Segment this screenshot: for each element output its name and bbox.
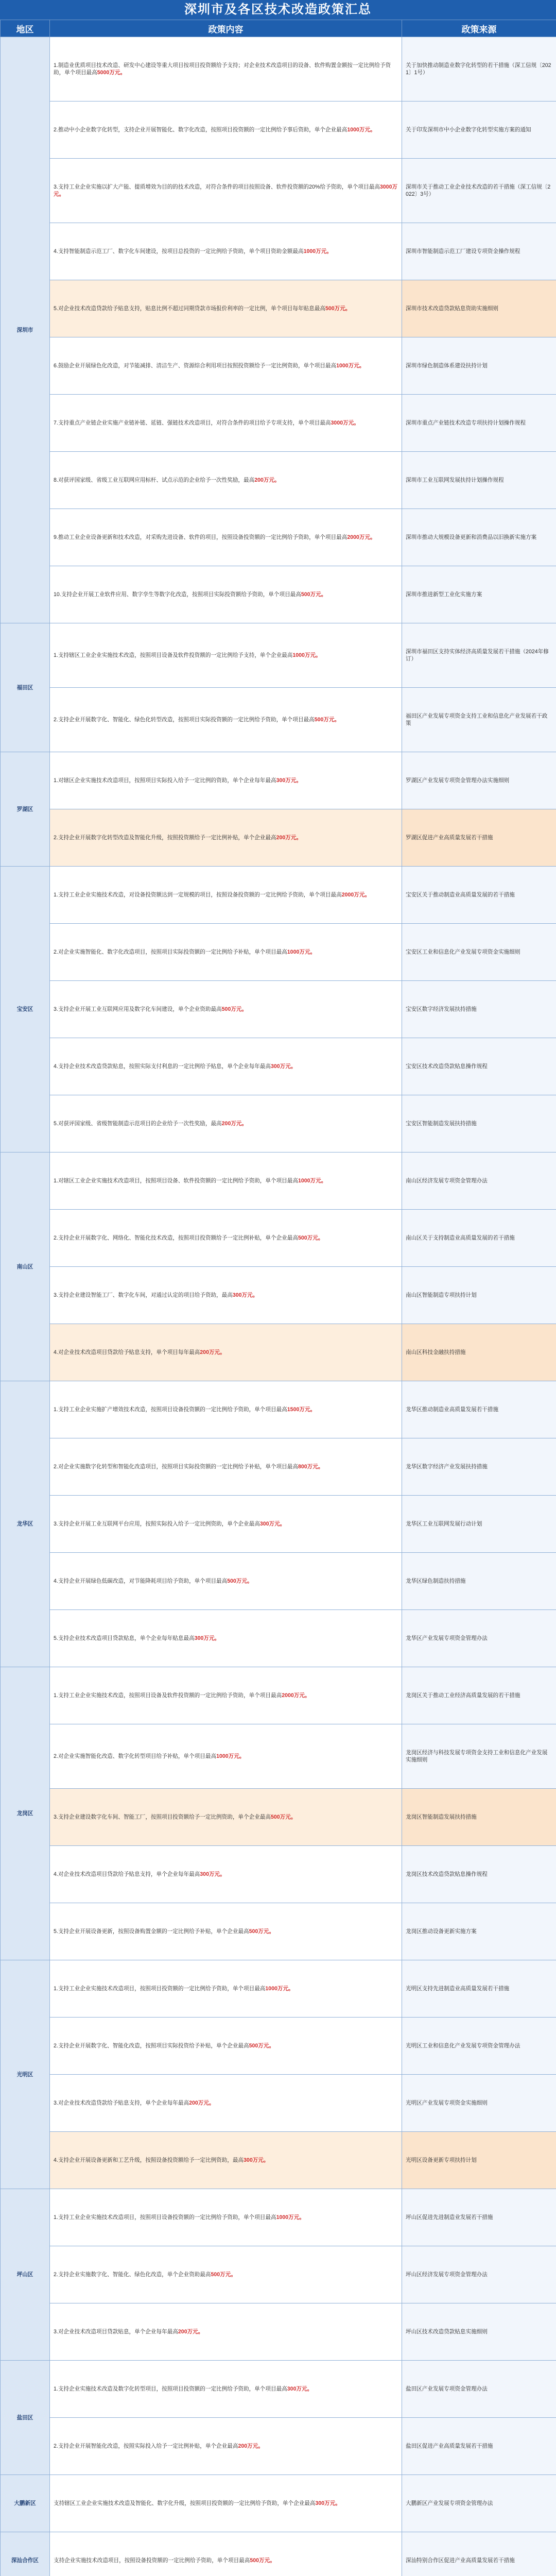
policy-table bbox=[0, 20, 556, 2576]
source-cell: 龙华区推动制造业高质量发展若干措施 bbox=[402, 1381, 556, 1438]
funding-amount: 300万元。 bbox=[259, 1521, 286, 1527]
source-cell: 罗湖区产业发展专项资金管理办法实施细则 bbox=[402, 752, 556, 809]
funding-amount: 1000万元。 bbox=[303, 248, 332, 255]
table-row bbox=[1, 1496, 556, 1553]
content-cell bbox=[50, 2132, 402, 2189]
source-cell: 盐田区产业发展专项资金管理办法 bbox=[402, 2361, 556, 2418]
funding-amount: 800万元。 bbox=[298, 1464, 324, 1470]
content-cell bbox=[50, 981, 402, 1038]
funding-amount: 300万元。 bbox=[244, 2157, 269, 2163]
content-cell bbox=[50, 1846, 402, 1903]
funding-amount: 1000万元。 bbox=[292, 652, 321, 658]
area-cell: 大鹏新区 bbox=[1, 2475, 50, 2532]
policy-text: 3.支持企业建设数字化车间、智能工厂，按照项目投资额给予一定比例资助，单个企业最高 bbox=[54, 1814, 271, 1820]
funding-amount: 3000万元。 bbox=[54, 184, 398, 197]
source-cell: 深圳市推动大规模设备更新和消费品以旧换新实施方案 bbox=[402, 509, 556, 566]
policy-text: 8.对获评国家级、省级工业互联网应用标杆、试点示范的企业给予一次性奖励，最高 bbox=[54, 477, 255, 483]
funding-amount: 500万元。 bbox=[211, 2272, 236, 2278]
funding-amount: 3000万元。 bbox=[331, 420, 359, 426]
content-cell bbox=[50, 1095, 402, 1153]
source-cell: 深圳市绿色制造体系建设扶持计划 bbox=[402, 337, 556, 395]
policy-text: 3.支持工业企业实施以扩大产能、提质增效为目的的技术改造，对符合条件的项目按照设备、软件投资额的20%给予资助，单个项目最高 bbox=[54, 184, 380, 190]
source-cell: 深圳市工业互联网发展扶持计划操作规程 bbox=[402, 452, 556, 509]
source-cell: 南山区科技金融扶持措施 bbox=[402, 1324, 556, 1381]
policy-text: 3.支持企业开展工业互联网平台应用，按照实际投入给予一定比例资助，单个企业最高 bbox=[54, 1521, 260, 1527]
policy-text: 5.支持企业技术改造项目贷款贴息，单个企业每年贴息最高 bbox=[54, 1635, 195, 1641]
content-cell bbox=[50, 566, 402, 623]
funding-amount: 500万元。 bbox=[325, 306, 351, 312]
policy-text: 3.支持企业开展工业互联网应用及数字化车间建设，单个企业资助最高 bbox=[54, 1006, 222, 1012]
funding-amount: 200万元。 bbox=[178, 2329, 204, 2335]
source-cell: 龙岗区推动设备更新实施方案 bbox=[402, 1903, 556, 1960]
funding-amount: 200万元。 bbox=[276, 835, 302, 841]
policy-text: 4.支持企业开展绿色低碳改造，对节能降耗项目给予资助，单个项目最高 bbox=[54, 1578, 228, 1584]
area-cell: 罗湖区 bbox=[1, 752, 50, 867]
content-cell bbox=[50, 223, 402, 280]
policy-text: 7.支持重点产业链企业实施产业链补链、延链、强链技术改造项目，对符合条件的项目给予专项支持，单个项目最高 bbox=[54, 420, 331, 426]
policy-text: 5.支持企业开展设备更新，按照设备购置金额的一定比例给予补贴，单个企业最高 bbox=[54, 1928, 249, 1935]
funding-amount: 1000万元。 bbox=[216, 1753, 245, 1759]
table-row bbox=[1, 1960, 556, 2018]
source-cell: 宝安区技术改造贷款贴息操作规程 bbox=[402, 1038, 556, 1095]
funding-amount: 500万元。 bbox=[301, 591, 327, 598]
source-cell: 光明区产业发展专项资金实施细则 bbox=[402, 2075, 556, 2132]
funding-amount: 1000万元。 bbox=[265, 1986, 294, 1992]
table-row bbox=[1, 395, 556, 452]
policy-text: 1.对辖区企业实施技术改造项目，按照项目实际投入给予一定比例的资助，单个企业每年最高 bbox=[54, 777, 276, 784]
source-cell: 深圳市智能制造示范工厂建设专项资金操作规程 bbox=[402, 223, 556, 280]
table-row bbox=[1, 1846, 556, 1903]
source-cell: 龙岗区智能制造发展扶持措施 bbox=[402, 1789, 556, 1846]
source-cell: 深圳市关于推动工业企业技术改造的若干措施（深工信规〔2022〕3号） bbox=[402, 159, 556, 223]
table-row bbox=[1, 1153, 556, 1210]
table-row bbox=[1, 1610, 556, 1667]
content-cell bbox=[50, 280, 402, 337]
table-row bbox=[1, 2075, 556, 2132]
source-cell: 龙华区产业发展专项资金管理办法 bbox=[402, 1610, 556, 1667]
table-row bbox=[1, 159, 556, 223]
source-cell: 坪山区经济发展专项资金管理办法 bbox=[402, 2246, 556, 2303]
policy-text: 2.支持企业开展数字化、智能化、绿色化转型改造，按照项目实际投资额的一定比例给予资助，单个项目最高 bbox=[54, 717, 315, 723]
content-cell bbox=[50, 623, 402, 688]
content-cell bbox=[50, 2075, 402, 2132]
content-cell bbox=[50, 809, 402, 867]
source-cell: 光明区支持先进制造业高质量发展若干措施 bbox=[402, 1960, 556, 2018]
policy-text: 支持企业实施技术改造项目，按照设备投资额的一定比例给予资助，单个项目最高 bbox=[54, 2557, 250, 2564]
source-cell: 关于加快推动制造业数字化转型的若干措施（深工信规〔2021〕1号） bbox=[402, 37, 556, 101]
content-cell bbox=[50, 2018, 402, 2075]
table-row bbox=[1, 2532, 556, 2576]
funding-amount: 1000万元。 bbox=[347, 127, 376, 133]
content-cell bbox=[50, 1038, 402, 1095]
area-cell: 深汕合作区 bbox=[1, 2532, 50, 2576]
policy-text: 2.支持企业开展数字化、网络化、智能化技术改造，按照项目投资额给予一定比例补贴，单个企业最高 bbox=[54, 1235, 298, 1241]
funding-amount: 500万元。 bbox=[249, 1928, 275, 1935]
source-cell: 光明区工业和信息化产业发展专项资金管理办法 bbox=[402, 2018, 556, 2075]
funding-amount: 500万元。 bbox=[250, 2557, 275, 2564]
area-cell: 福田区 bbox=[1, 623, 50, 752]
funding-amount: 1000万元。 bbox=[287, 949, 316, 955]
source-cell: 盐田区促进产业高质量发展若干措施 bbox=[402, 2418, 556, 2475]
source-cell: 关于印发深圳市中小企业数字化转型实施方案的通知 bbox=[402, 101, 556, 159]
content-cell bbox=[50, 1903, 402, 1960]
policy-text: 2.支持企业开展智能化改造，按照实际投入给予一定比例补贴，单个企业最高 bbox=[54, 2443, 238, 2449]
source-cell: 深圳市福田区支持实体经济高质量发展若干措施（2024年修订） bbox=[402, 623, 556, 688]
source-cell: 南山区关于支持制造业高质量发展的若干措施 bbox=[402, 1210, 556, 1267]
policy-text: 1.支持工业企业实施技术改造，按照项目设备及软件投资额的一定比例给予资助，单个项目最高 bbox=[54, 1692, 282, 1699]
policy-text: 3.对企业技术改造贷款给予贴息支持，单个企业每年最高 bbox=[54, 2100, 189, 2106]
source-cell: 南山区经济发展专项资金管理办法 bbox=[402, 1153, 556, 1210]
table-row bbox=[1, 101, 556, 159]
table-row bbox=[1, 688, 556, 752]
content-cell bbox=[50, 924, 402, 981]
policy-text: 1.制造业优质项目技术改造、研发中心建设等重大项目按项目投资额给予支持；对企业技术改造项目的设备、软件购置金额按一定比例给予资助，单个项目最高 bbox=[54, 62, 391, 76]
table-row bbox=[1, 2418, 556, 2475]
source-cell: 大鹏新区产业发展专项资金管理办法 bbox=[402, 2475, 556, 2532]
funding-amount: 200万元。 bbox=[189, 2100, 215, 2106]
header-source: 政策来源 bbox=[402, 20, 556, 37]
source-cell: 龙岗区关于推动工业经济高质量发展的若干措施 bbox=[402, 1667, 556, 1724]
source-cell: 深圳市重点产业链技术改造专项扶持计划操作规程 bbox=[402, 395, 556, 452]
funding-amount: 1500万元。 bbox=[287, 1406, 316, 1413]
policy-text: 支持辖区工业企业实施技术改造及智能化、数字化升级，按照项目投资额的一定比例给予资助，单个企业最高 bbox=[54, 2500, 316, 2506]
policy-text: 1.对辖区工业企业实施技术改造项目，按照项目设备、软件投资额的一定比例给予资助，单个项目最高 bbox=[54, 1178, 298, 1184]
content-cell bbox=[50, 752, 402, 809]
policy-text: 1.支持工业企业实施技术改造项目，按照项目设备投资额的一定比例给予资助，单个项目最高 bbox=[54, 2214, 276, 2221]
table-row bbox=[1, 280, 556, 337]
area-cell: 宝安区 bbox=[1, 867, 50, 1153]
source-cell: 龙华区工业互联网发展行动计划 bbox=[402, 1496, 556, 1553]
policy-text: 1.支持企业实施技术改造及数字化转型项目，按照项目投资额的一定比例给予资助，单个项目最高 bbox=[54, 2386, 287, 2392]
funding-amount: 300万元。 bbox=[315, 2500, 341, 2506]
area-cell: 南山区 bbox=[1, 1153, 50, 1381]
funding-amount: 300万元。 bbox=[200, 1871, 225, 1877]
source-cell: 深圳市技术改造贷款贴息资助实施细则 bbox=[402, 280, 556, 337]
source-cell: 龙华区绿色制造扶持措施 bbox=[402, 1553, 556, 1610]
content-cell bbox=[50, 1153, 402, 1210]
content-cell bbox=[50, 688, 402, 752]
policy-text: 4.支持企业技术改造贷款贴息，按照实际支付利息的一定比例给予贴息，单个企业每年最高 bbox=[54, 1063, 271, 1070]
header-area: 地区 bbox=[1, 20, 50, 37]
content-cell bbox=[50, 101, 402, 159]
source-cell: 深圳市推进新型工业化实施方案 bbox=[402, 566, 556, 623]
content-cell bbox=[50, 1210, 402, 1267]
policy-text: 4.支持企业开展设备更新和工艺升级，按照设备投资额给予一定比例资助，最高 bbox=[54, 2157, 244, 2163]
funding-amount: 1000万元。 bbox=[336, 363, 365, 369]
policy-text: 1.支持工业企业实施技术改造项目，按照项目投资额的一定比例给予资助，单个项目最高 bbox=[54, 1986, 266, 1992]
source-cell: 坪山区技术改造贷款贴息实施细则 bbox=[402, 2303, 556, 2361]
funding-amount: 300万元。 bbox=[287, 2386, 313, 2392]
content-cell bbox=[50, 1324, 402, 1381]
policy-text: 5.对获评国家级、省级智能制造示范项目的企业给予一次性奖励，最高 bbox=[54, 1121, 222, 1127]
funding-amount: 5000万元。 bbox=[97, 70, 126, 76]
table-row bbox=[1, 1381, 556, 1438]
content-cell bbox=[50, 37, 402, 101]
content-cell bbox=[50, 337, 402, 395]
table-row bbox=[1, 1324, 556, 1381]
policy-text: 10.支持企业开展工业软件应用、数字孪生等数字化改造，按照项目实际投资额给予资助，单个项目最高 bbox=[54, 591, 301, 598]
funding-amount: 500万元。 bbox=[227, 1578, 253, 1584]
table-row bbox=[1, 1438, 556, 1496]
source-cell: 宝安区数字经济发展扶持措施 bbox=[402, 981, 556, 1038]
policy-text: 9.推动工业企业设备更新和技术改造，对采购先进设备、软件的项目，按照设备投资额的一定比例给予资助，单个项目最高 bbox=[54, 534, 348, 540]
table-row bbox=[1, 2303, 556, 2361]
funding-amount: 500万元。 bbox=[314, 717, 340, 723]
table-row bbox=[1, 752, 556, 809]
policy-text: 4.对企业技术改造项目贷款给予贴息支持，单个项目每年最高 bbox=[54, 1349, 200, 1355]
funding-amount: 1000万元。 bbox=[276, 2214, 305, 2221]
table-row bbox=[1, 1553, 556, 1610]
funding-amount: 2000万元。 bbox=[282, 1692, 310, 1699]
policy-text: 4.对企业技术改造项目贷款给予贴息支持，单个企业每年最高 bbox=[54, 1871, 200, 1877]
policy-text: 3.支持企业建设智能工厂、数字化车间，对通过认定的项目给予资助，最高 bbox=[54, 1292, 233, 1298]
funding-amount: 2000万元。 bbox=[341, 892, 371, 898]
area-cell: 坪山区 bbox=[1, 2189, 50, 2361]
funding-amount: 300万元。 bbox=[232, 1292, 258, 1298]
funding-amount: 500万元。 bbox=[221, 1006, 248, 1012]
funding-amount: 500万元。 bbox=[249, 2043, 275, 2049]
table-row bbox=[1, 509, 556, 566]
table-row bbox=[1, 1789, 556, 1846]
policy-text: 1.支持辖区工业企业实施技术改造，按照项目设备及软件投资额的一定比例给予支持，单个企业最高 bbox=[54, 652, 293, 658]
policy-text: 2.支持企业开展数字化、智能化改造，按照项目实际投资给予补贴，单个企业最高 bbox=[54, 2043, 249, 2049]
policy-text: 2.推动中小企业数字化转型，支持企业开展智能化、数字化改造，按照项目投资额的一定比例给予事后资助，单个企业最高 bbox=[54, 127, 348, 133]
table-row bbox=[1, 2018, 556, 2075]
table-header-row bbox=[1, 20, 556, 37]
table-row bbox=[1, 1724, 556, 1789]
table-row bbox=[1, 2475, 556, 2532]
area-cell: 龙岗区 bbox=[1, 1667, 50, 1960]
table-row bbox=[1, 1210, 556, 1267]
policy-text: 2.支持企业实施数字化、智能化、绿色化改造，单个企业资助最高 bbox=[54, 2272, 211, 2278]
source-cell: 罗湖区促进产业高质量发展若干措施 bbox=[402, 809, 556, 867]
page-title: 深圳市及各区技术改造政策汇总 bbox=[0, 0, 556, 20]
policy-text: 1.支持工业企业实施技术改造，对设备投资额达到一定规模的项目，按照设备投资额的一定比例给予资助，单个项目最高 bbox=[54, 892, 342, 898]
area-cell: 盐田区 bbox=[1, 2361, 50, 2475]
table-row bbox=[1, 1038, 556, 1095]
table-row bbox=[1, 2246, 556, 2303]
source-cell: 宝安区工业和信息化产业发展专项资金实施细则 bbox=[402, 924, 556, 981]
source-cell: 龙华区数字经济产业发展扶持措施 bbox=[402, 1438, 556, 1496]
source-cell: 坪山区促进先进制造业发展若干措施 bbox=[402, 2189, 556, 2246]
funding-amount: 2000万元。 bbox=[347, 534, 376, 540]
funding-amount: 200万元。 bbox=[238, 2443, 264, 2449]
content-cell bbox=[50, 2532, 402, 2576]
source-cell: 深汕特别合作区促进产业高质量发展若干措施 bbox=[402, 2532, 556, 2576]
funding-amount: 300万元。 bbox=[276, 777, 302, 784]
area-cell: 光明区 bbox=[1, 1960, 50, 2189]
policy-text: 5.对企业技术改造贷款给予贴息支持，贴息比例不超过同期贷款市场报价利率的一定比例，单个项目每年贴息最高 bbox=[54, 306, 325, 312]
policy-text: 6.鼓励企业开展绿色化改造，对节能减排、清洁生产、资源综合利用项目按照投资额给予一定比例资助，单个项目最高 bbox=[54, 363, 337, 369]
funding-amount: 200万元。 bbox=[221, 1121, 248, 1127]
content-cell bbox=[50, 1960, 402, 2018]
content-cell bbox=[50, 2303, 402, 2361]
source-cell: 龙岗区经济与科技发展专项资金支持工业和信息化产业发展实施细则 bbox=[402, 1724, 556, 1789]
header-content: 政策内容 bbox=[50, 20, 402, 37]
source-cell: 光明区设备更新专项扶持计划 bbox=[402, 2132, 556, 2189]
content-cell bbox=[50, 1789, 402, 1846]
funding-amount: 300万元。 bbox=[194, 1635, 220, 1641]
funding-amount: 1000万元。 bbox=[298, 1178, 327, 1184]
content-cell bbox=[50, 509, 402, 566]
table-row bbox=[1, 867, 556, 924]
funding-amount: 500万元。 bbox=[271, 1814, 297, 1820]
content-cell bbox=[50, 1267, 402, 1324]
policy-text: 2.对企业实施智能化改造、数字化转型项目给予补贴，单个项目最高 bbox=[54, 1753, 217, 1759]
policy-text: 2.对企业实施智能化、数字化改造项目，按照项目实际投资额的一定比例给予补贴，单个项目最高 bbox=[54, 949, 287, 955]
table-row bbox=[1, 566, 556, 623]
funding-amount: 500万元。 bbox=[298, 1235, 324, 1241]
source-cell: 龙岗区技术改造贷款贴息操作规程 bbox=[402, 1846, 556, 1903]
content-cell bbox=[50, 1496, 402, 1553]
policy-table-body bbox=[1, 37, 556, 2576]
content-cell bbox=[50, 2246, 402, 2303]
policy-text: 2.支持企业开展数字化转型改造及智能化升级，按照投资额给予一定比例补贴，单个企业最高 bbox=[54, 835, 276, 841]
content-cell bbox=[50, 1553, 402, 1610]
content-cell bbox=[50, 395, 402, 452]
policy-text: 1.支持工业企业实施扩产增效技术改造，按照项目设备投资额的一定比例给予资助，单个项目最高 bbox=[54, 1406, 287, 1413]
content-cell bbox=[50, 2361, 402, 2418]
content-cell bbox=[50, 2475, 402, 2532]
content-cell bbox=[50, 1724, 402, 1789]
table-row bbox=[1, 981, 556, 1038]
source-cell: 宝安区智能制造发展扶持措施 bbox=[402, 1095, 556, 1153]
content-cell bbox=[50, 2189, 402, 2246]
policy-text: 2.对企业实施数字化转型和智能化改造项目，按照项目实际投资额的一定比例给予补贴，单个项目最高 bbox=[54, 1464, 298, 1470]
table-row bbox=[1, 1667, 556, 1724]
table-row bbox=[1, 2361, 556, 2418]
table-row bbox=[1, 1267, 556, 1324]
policy-text: 4.支持智能制造示范工厂、数字化车间建设，按项目总投资的一定比例给予资助，单个项目资助金额最高 bbox=[54, 248, 304, 255]
table-row bbox=[1, 337, 556, 395]
table-row bbox=[1, 623, 556, 688]
source-cell: 福田区产业发展专项资金支持工业和信息化产业发展若干政策 bbox=[402, 688, 556, 752]
table-row bbox=[1, 2189, 556, 2246]
table-row bbox=[1, 2132, 556, 2189]
funding-amount: 300万元。 bbox=[271, 1063, 297, 1070]
table-row bbox=[1, 223, 556, 280]
source-cell: 南山区智能制造专项扶持计划 bbox=[402, 1267, 556, 1324]
area-cell: 龙华区 bbox=[1, 1381, 50, 1667]
content-cell bbox=[50, 1610, 402, 1667]
content-cell bbox=[50, 867, 402, 924]
funding-amount: 200万元。 bbox=[200, 1349, 225, 1355]
table-row bbox=[1, 1095, 556, 1153]
content-cell bbox=[50, 1381, 402, 1438]
content-cell bbox=[50, 2418, 402, 2475]
table-row bbox=[1, 452, 556, 509]
funding-amount: 200万元。 bbox=[254, 477, 280, 483]
table-row bbox=[1, 924, 556, 981]
source-cell: 宝安区关于推动制造业高质量发展的若干措施 bbox=[402, 867, 556, 924]
content-cell bbox=[50, 1438, 402, 1496]
content-cell bbox=[50, 452, 402, 509]
policy-text: 3.对企业技术改造项目贷款贴息，单个企业每年最高 bbox=[54, 2329, 178, 2335]
table-row bbox=[1, 1903, 556, 1960]
table-row bbox=[1, 809, 556, 867]
area-cell: 深圳市 bbox=[1, 37, 50, 623]
table-row bbox=[1, 37, 556, 101]
content-cell bbox=[50, 159, 402, 223]
content-cell bbox=[50, 1667, 402, 1724]
